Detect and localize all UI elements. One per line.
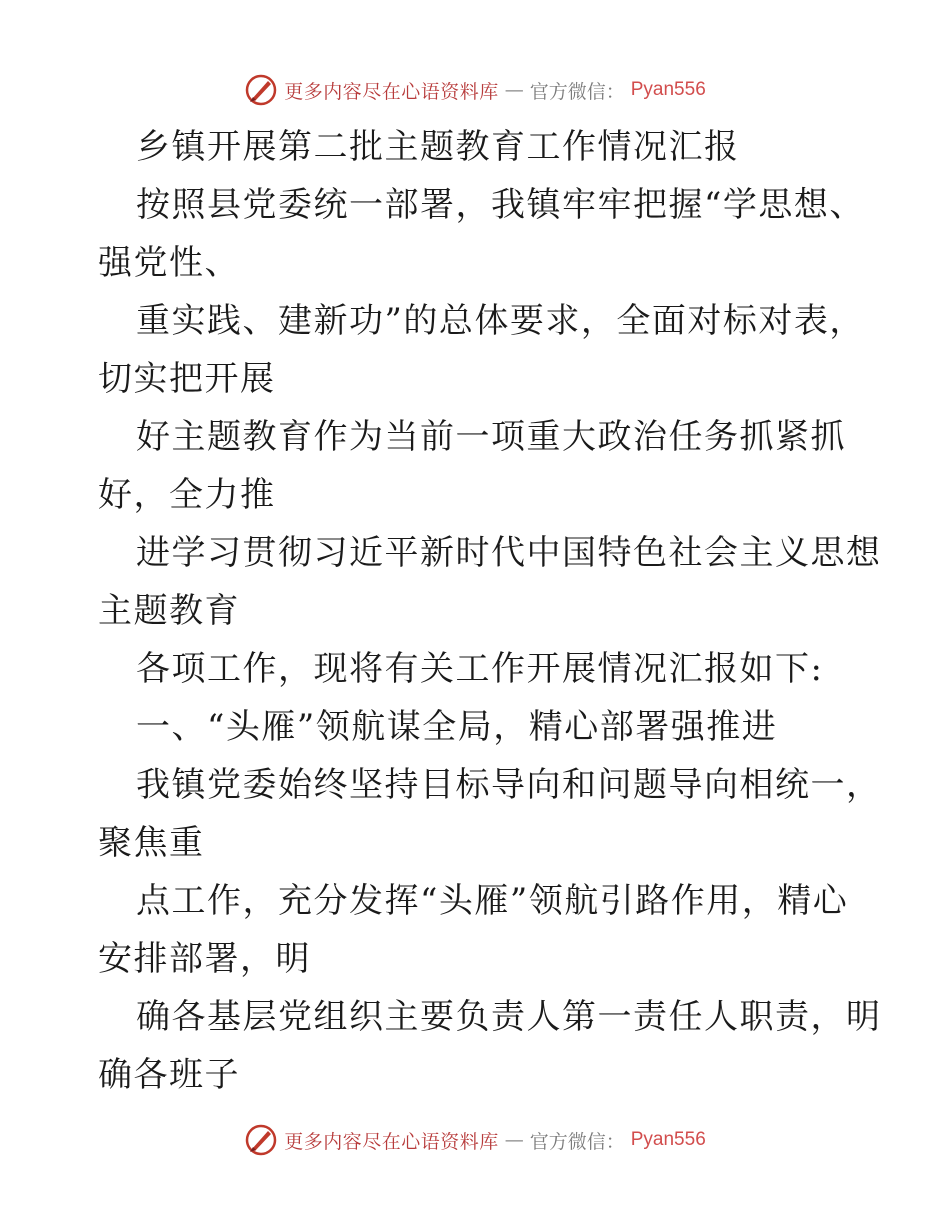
text-line: 好，全力推 [98, 475, 276, 515]
text-line: 主题教育 [98, 591, 240, 631]
quill-pen-logo-icon [244, 73, 278, 107]
document-title: 乡镇开展第二批主题教育工作情况汇报 [136, 127, 740, 167]
section-heading: 一、“头雁”领航谋全局，精心部署强推进 [136, 707, 778, 747]
text-line: 重实践、建新功”的总体要求，全面对标对表， [136, 301, 865, 341]
footer-watermark [0, 1120, 950, 1160]
watermark-main-text: 更多内容尽在心语资料库 [284, 1130, 499, 1153]
text-line: 安排部署，明 [98, 939, 311, 979]
text-line: 点工作，充分发挥“头雁”领航引路作用，精心 [136, 881, 849, 921]
watermark-wechat-id: Pyan556 [630, 1129, 706, 1150]
quill-pen-logo-icon [244, 1123, 278, 1157]
watermark-dash: — [504, 79, 524, 101]
watermark-dash: — [504, 1129, 524, 1151]
text-line: 各项工作，现将有关工作开展情况汇报如下: [136, 649, 824, 689]
text-line: 确各班子 [98, 1055, 240, 1095]
text-line: 按照县党委统一部署，我镇牢牢把握“学思想、 [136, 185, 865, 225]
watermark-wechat-label: 官方微信： [529, 1130, 625, 1153]
text-line: 确各基层党组织主要负责人第一责任人职责，明 [136, 997, 882, 1037]
watermark-main-text: 更多内容尽在心语资料库 [284, 80, 499, 103]
text-line: 好主题教育作为当前一项重大政治任务抓紧抓 [136, 417, 846, 457]
watermark-wechat-id: Pyan556 [630, 79, 706, 100]
header-watermark [0, 70, 950, 110]
document-body [98, 118, 882, 1104]
text-line: 强党性、 [98, 243, 240, 283]
text-line: 切实把开展 [98, 359, 276, 399]
watermark-wechat-label: 官方微信： [529, 80, 625, 103]
text-line: 我镇党委始终坚持目标导向和问题导向相统一， [136, 765, 882, 805]
text-line: 进学习贯彻习近平新时代中国特色社会主义思想 [136, 533, 882, 573]
text-line: 聚焦重 [98, 823, 205, 863]
